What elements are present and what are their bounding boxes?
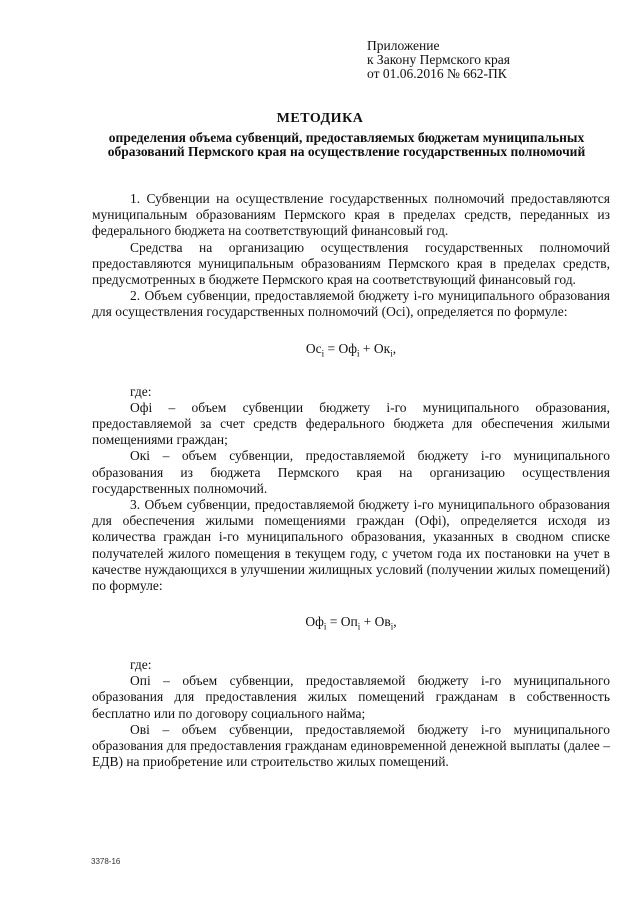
paragraph-1: 1. Субвенции на осуществление государственных полномочий предоставляются муниципальным образованиям Пермского края в пределах средств, переданных из федерального бюджета на соответствующий финансовый год. bbox=[92, 191, 610, 239]
paragraph-4: Офi – объем субвенции бюджету i-го муниципального образования, предоставляемой за счет средств федерального бюджета для обеспечения жилыми помещениями граждан; bbox=[92, 399, 610, 448]
formula-1: $Оc_i = Оф_i + Ок_i$, bbox=[305, 340, 397, 359]
document-body bbox=[92, 191, 610, 770]
appendix-header bbox=[367, 39, 510, 81]
paragraph-8: Овi – объем субвенции, предоставляемой бюджету i-го муниципального образования для предоставления гражданам единовременной денежной выплаты (далее – ЕДВ) на приобретение или строительство жилых помещений. bbox=[92, 721, 610, 770]
appendix-line-1: Приложение bbox=[367, 38, 440, 53]
paragraph-3: 2. Объем субвенции, предоставляемой бюджету i-го муниципального образования для осуществления государственных полномочий (Оci), определяется по формуле: bbox=[92, 288, 610, 320]
paragraph-5: Окi – объем субвенции, предоставляемой бюджету i-го муниципального образования из бюджета Пермского края на организацию осуществления государственных полномочий. bbox=[92, 448, 610, 496]
document-subtitle: определения объема субвенций, предоставляемых бюджетам муниципальных образований Пермского края на осуществление государственных полномочий bbox=[107, 130, 586, 159]
paragraph-7: Опi – объем субвенции, предоставляемой бюджету i-го муниципального образования для предоставления жилых помещений гражданам в собственность бесплатно или по договору социального найма; bbox=[92, 673, 610, 721]
footer-code: 3378-16 bbox=[91, 857, 121, 866]
appendix-line-3: от 01.06.2016 № 662-ПК bbox=[367, 66, 507, 81]
where-label-2: где: bbox=[130, 657, 152, 673]
appendix-line-2: к Закону Пермского края bbox=[367, 52, 510, 67]
paragraph-2: Средства на организацию осуществления государственных полномочий предоставляются муниципальным образованиям Пермского края в пределах средств, предусмотренных в бюджете Пермского края на соответствующий финансовый год. bbox=[92, 239, 610, 288]
where-label-1: где: bbox=[130, 383, 152, 399]
paragraph-6: 3. Объем субвенции, предоставляемой бюджету i-го муниципального образования для обеспечения жилыми помещениями граждан (Офi), определяется исходя из количества граждан i-го муниципального образования, указанных в сводном списке получателей жилого помещения в текущем году, с учетом года их постановки на учет в качестве нуждающихся в улучшении жилищных условий (получении жилых помещений) по формуле: bbox=[92, 496, 610, 593]
document-title: МЕТОДИКА bbox=[276, 111, 364, 126]
formula-2: $Оф_i = Оп_i + Ов_i$, bbox=[305, 614, 397, 632]
